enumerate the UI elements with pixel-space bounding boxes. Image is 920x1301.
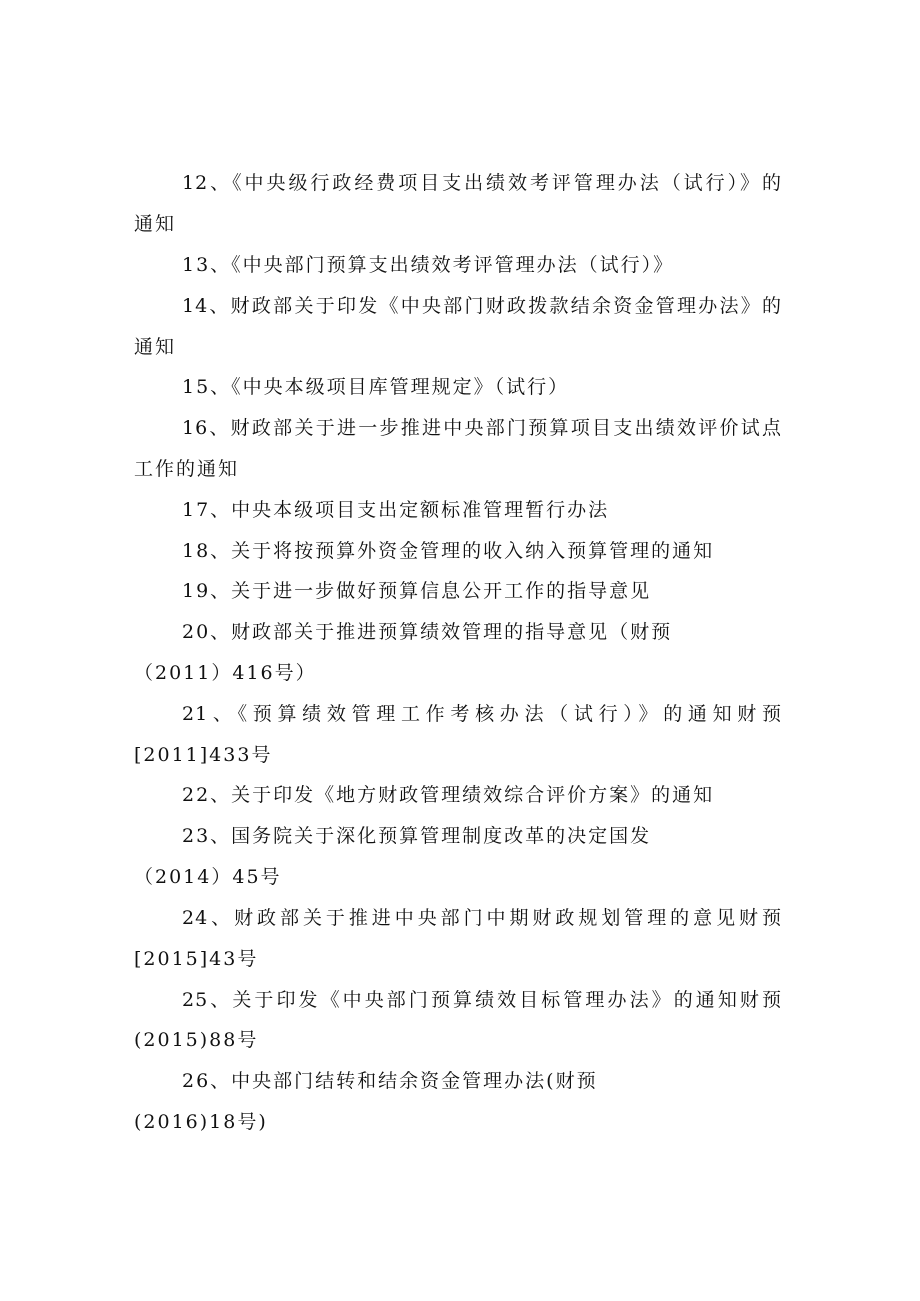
list-item-17: 17、中央本级项目支出定额标准管理暂行办法 <box>182 499 610 521</box>
list-item-15: 15、《中央本级项目库管理规定》（试行） <box>182 376 570 398</box>
list-item-23-cont: （2014）45号 <box>134 866 282 888</box>
list-item-25-cont: (2015)88号 <box>134 1029 259 1051</box>
list-item-23: 23、国务院关于深化预算管理制度改革的决定国发 <box>182 825 652 847</box>
list-item-26: 26、中央部门结转和结余资金管理办法(财预 <box>182 1070 598 1092</box>
list-item-22: 22、关于印发《地方财政管理绩效综合评价方案》的通知 <box>182 784 715 806</box>
list-item-12-cont: 通知 <box>134 213 177 235</box>
list-item-20-cont: （2011）416号） <box>134 662 317 684</box>
list-item-21: 21、《预算绩效管理工作考核办法（试行）》的通知财预 <box>182 703 782 725</box>
list-item-18: 18、关于将按预算外资金管理的收入纳入预算管理的通知 <box>182 540 715 562</box>
list-item-16-cont: 工作的通知 <box>134 458 240 480</box>
list-item-13: 13、《中央部门预算支出绩效考评管理办法（试行）》 <box>182 254 675 276</box>
list-item-20: 20、财政部关于推进预算绩效管理的指导意见（财预 <box>182 621 673 643</box>
list-item-16: 16、财政部关于进一步推进中央部门预算项目支出绩效评价试点 <box>182 417 782 439</box>
list-item-26-cont: (2016)18号) <box>134 1111 268 1133</box>
list-item-25: 25、关于印发《中央部门预算绩效目标管理办法》的通知财预 <box>182 989 782 1011</box>
list-item-12: 12、《中央级行政经费项目支出绩效考评管理办法（试行）》的 <box>182 172 782 194</box>
list-item-21-cont: [2011]433号 <box>134 744 273 766</box>
list-item-24: 24、财政部关于推进中央部门中期财政规划管理的意见财预 <box>182 907 782 929</box>
list-item-14-cont: 通知 <box>134 336 177 358</box>
list-item-19: 19、关于进一步做好预算信息公开工作的指导意见 <box>182 580 652 602</box>
list-item-24-cont: [2015]43号 <box>134 948 259 970</box>
list-item-14: 14、财政部关于印发《中央部门财政拨款结余资金管理办法》的 <box>182 295 782 317</box>
